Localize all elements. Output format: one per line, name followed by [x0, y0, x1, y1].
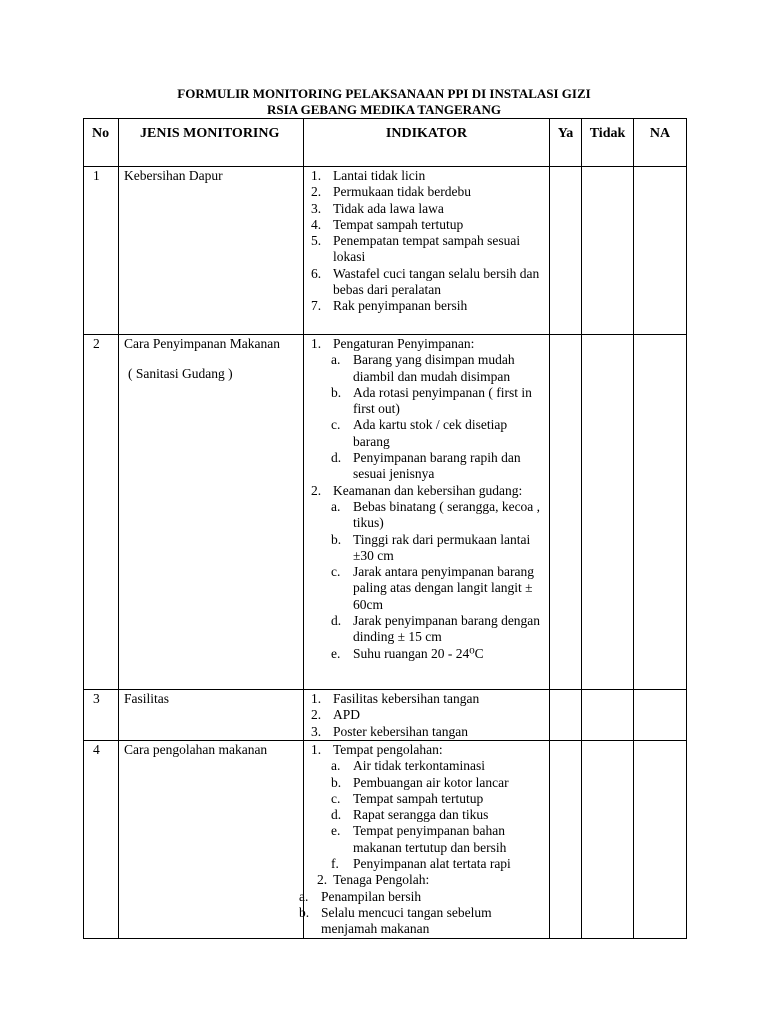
indicator-subitem: [331, 856, 545, 872]
indicator-text: Lantai tidak licin: [333, 168, 426, 183]
checkbox-cell-tidak[interactable]: [582, 741, 634, 939]
indicator-list: [299, 742, 545, 938]
indicator-item: [311, 298, 545, 314]
checkbox-cell-ya[interactable]: [550, 335, 582, 690]
indicator-text: Tempat penyimpanan bahan makanan tertutup dan bersih: [353, 823, 507, 855]
indicator-subitem: [331, 775, 545, 791]
indicator-item: [311, 691, 545, 707]
checkbox-cell-tidak[interactable]: [582, 690, 634, 741]
checkbox-cell-tidak[interactable]: [582, 335, 634, 690]
indicator-text: APD: [333, 707, 361, 723]
indicator-subitem: [331, 758, 545, 774]
monitoring-type-label: Kebersihan Dapur: [124, 168, 223, 183]
col-header-na: NA: [634, 119, 687, 167]
indicator-list: [311, 691, 545, 740]
table-row: [84, 741, 687, 939]
list-marker: d.: [331, 450, 342, 466]
indicator-text: Rapat serangga dan tikus: [353, 807, 489, 823]
monitoring-type: [119, 690, 304, 741]
indicator-text: Tempat sampah tertutup: [333, 216, 464, 232]
indicator-subitem: [299, 905, 545, 938]
indicator-text: Wastafel cuci tangan selalu bersih dan bebas dari peralatan: [333, 265, 540, 298]
indicator-item: [311, 217, 545, 233]
list-marker: 7.: [311, 298, 322, 314]
list-marker: e.: [331, 823, 341, 839]
indicator-subitem: [331, 823, 545, 856]
list-marker: 1.: [311, 168, 322, 183]
list-marker: a.: [331, 498, 341, 514]
indicator-text: Ada rotasi penyimpanan ( first in first out): [353, 384, 532, 417]
indicator-item: [311, 201, 545, 217]
indicator-text: Suhu ruangan 20 - 24⁰C: [353, 645, 484, 661]
indicator-subitem: [299, 889, 545, 905]
list-marker: 1.: [311, 691, 322, 706]
list-marker: 2.: [311, 184, 322, 200]
indicator-subitem: [331, 450, 545, 483]
table-header-row: [84, 119, 687, 167]
checkbox-cell-tidak[interactable]: [582, 167, 634, 335]
indicator-item: [311, 184, 545, 200]
checkbox-cell-ya[interactable]: [550, 167, 582, 335]
indicator-cell: [304, 335, 550, 690]
list-marker: 1.: [311, 742, 322, 757]
checkbox-cell-na[interactable]: [634, 741, 687, 939]
checkbox-cell-na[interactable]: [634, 335, 687, 690]
table-row: [84, 167, 687, 335]
indicator-subitem: [331, 499, 545, 532]
indicator-text: Poster kebersihan tangan: [333, 723, 468, 739]
indicator-group: [311, 483, 545, 499]
indicator-text: Penyimpanan barang rapih dan sesuai jenisnya: [353, 450, 521, 482]
indicator-item: [311, 724, 545, 740]
monitoring-type-label: Cara Penyimpanan Makanan: [124, 336, 280, 351]
indicator-subitem: [331, 646, 545, 662]
col-header-jenis: JENIS MONITORING: [119, 119, 304, 167]
list-marker: 3.: [311, 200, 322, 216]
indicator-text: Jarak penyimpanan barang dengan dinding ± 15 cm: [353, 613, 541, 645]
list-marker: b.: [331, 384, 342, 400]
list-marker: c.: [331, 417, 341, 433]
table-row: [84, 335, 687, 690]
indicator-cell: [299, 741, 550, 939]
list-marker: b.: [331, 531, 342, 547]
indicator-text: Pengaturan Penyimpanan:: [333, 336, 475, 351]
indicator-text: Tenaga Pengolah:: [333, 872, 430, 888]
monitoring-type: [119, 335, 304, 690]
indicator-text: Penyimpanan alat tertata rapi: [353, 856, 511, 872]
list-marker: d.: [331, 807, 342, 823]
indicator-text: Tidak ada lawa lawa: [333, 200, 444, 216]
indicator-subitem: [331, 807, 545, 823]
indicator-subitem: [331, 352, 545, 385]
list-marker: a.: [299, 888, 309, 904]
indicator-cell: [304, 167, 550, 335]
indicator-group: [311, 872, 545, 888]
list-marker: 2.: [317, 872, 328, 888]
indicator-text: Tempat pengolahan:: [333, 742, 443, 757]
col-header-indikator: INDIKATOR: [304, 119, 550, 167]
indicator-list: [311, 336, 545, 662]
indicator-text: Ada kartu stok / cek disetiap barang: [353, 417, 508, 449]
list-marker: b.: [331, 774, 342, 790]
list-marker: 6.: [311, 265, 322, 281]
col-header-tidak: Tidak: [582, 119, 634, 167]
monitoring-type-note: ( Sanitasi Gudang ): [128, 366, 233, 382]
list-marker: 4.: [311, 216, 322, 232]
indicator-item: [311, 168, 545, 184]
list-marker: 2.: [311, 707, 322, 723]
indicator-text: Pembuangan air kotor lancar: [353, 774, 509, 790]
indicator-item: [311, 266, 545, 299]
indicator-text: Fasilitas kebersihan tangan: [333, 691, 480, 706]
indicator-subitem: [331, 791, 545, 807]
row-number: 1: [84, 167, 119, 335]
indicator-group: [311, 336, 545, 352]
indicator-text: Barang yang disimpan mudah diambil dan mudah disimpan: [353, 352, 515, 384]
indicator-sublist: [331, 352, 545, 482]
indicator-text: Permukaan tidak berdebu: [333, 184, 471, 200]
checkbox-cell-ya[interactable]: [550, 741, 582, 939]
list-marker: c.: [331, 790, 341, 806]
indicator-text: Penampilan bersih: [321, 888, 422, 904]
indicator-subitem: [331, 613, 545, 646]
indicator-text: Rak penyimpanan bersih: [333, 298, 468, 314]
indicator-cell: [304, 690, 550, 741]
list-marker: b.: [299, 904, 310, 920]
form-header: [0, 86, 768, 118]
list-marker: a.: [331, 758, 341, 774]
indicator-text: Selalu mencuci tangan sebelum menjamah makanan: [321, 904, 492, 937]
indicator-group: [311, 742, 545, 758]
monitoring-type-label: Cara pengolahan makanan: [124, 742, 268, 757]
indicator-text: Jarak antara penyimpanan barang paling atas dengan langit langit ± 60cm: [353, 564, 535, 612]
col-header-ya: Ya: [550, 119, 582, 167]
indicator-list: [311, 168, 545, 315]
monitoring-table: [83, 118, 687, 939]
list-marker: c.: [331, 564, 341, 580]
indicator-subitem: [331, 532, 545, 565]
indicator-item: [311, 233, 545, 266]
indicator-item: [311, 707, 545, 723]
form-subtitle: RSIA GEBANG MEDIKA TANGERANG: [267, 102, 501, 117]
indicator-sublist: [331, 499, 545, 662]
row-number: 2: [84, 335, 119, 690]
indicator-text: Penempatan tempat sampah sesuai lokasi: [333, 233, 521, 265]
checkbox-cell-na[interactable]: [634, 167, 687, 335]
list-marker: 1.: [311, 336, 322, 351]
indicator-text: Tinggi rak dari permukaan lantai ±30 cm: [353, 531, 531, 563]
checkbox-cell-na[interactable]: [634, 690, 687, 741]
form-title: FORMULIR MONITORING PELAKSANAAN PPI DI INSTALASI GIZI: [177, 86, 591, 101]
monitoring-type-label: Fasilitas: [124, 691, 170, 706]
list-marker: 3.: [311, 723, 322, 739]
checkbox-cell-ya[interactable]: [550, 690, 582, 741]
table-row: [84, 690, 687, 741]
indicator-subitem: [331, 417, 545, 450]
indicator-text: Keamanan dan kebersihan gudang:: [333, 482, 523, 498]
list-marker: f.: [331, 856, 339, 872]
indicator-subitem: [331, 385, 545, 418]
indicator-text: Bebas binatang ( serangga, kecoa , tikus): [353, 498, 541, 531]
list-marker: d.: [331, 613, 342, 629]
monitoring-type: [119, 741, 304, 939]
indicator-text: Air tidak terkontaminasi: [353, 758, 485, 774]
list-marker: e.: [331, 645, 341, 661]
col-header-no: No: [84, 119, 119, 167]
row-number: 4: [84, 741, 119, 939]
list-marker: 2.: [311, 482, 322, 498]
list-marker: a.: [331, 352, 341, 368]
indicator-text: Tempat sampah tertutup: [353, 790, 484, 806]
list-marker: 5.: [311, 233, 322, 249]
indicator-sublist: [331, 758, 545, 872]
indicator-sublist: [299, 889, 545, 938]
row-number: 3: [84, 690, 119, 741]
monitoring-type: [119, 167, 304, 335]
indicator-subitem: [331, 564, 545, 613]
